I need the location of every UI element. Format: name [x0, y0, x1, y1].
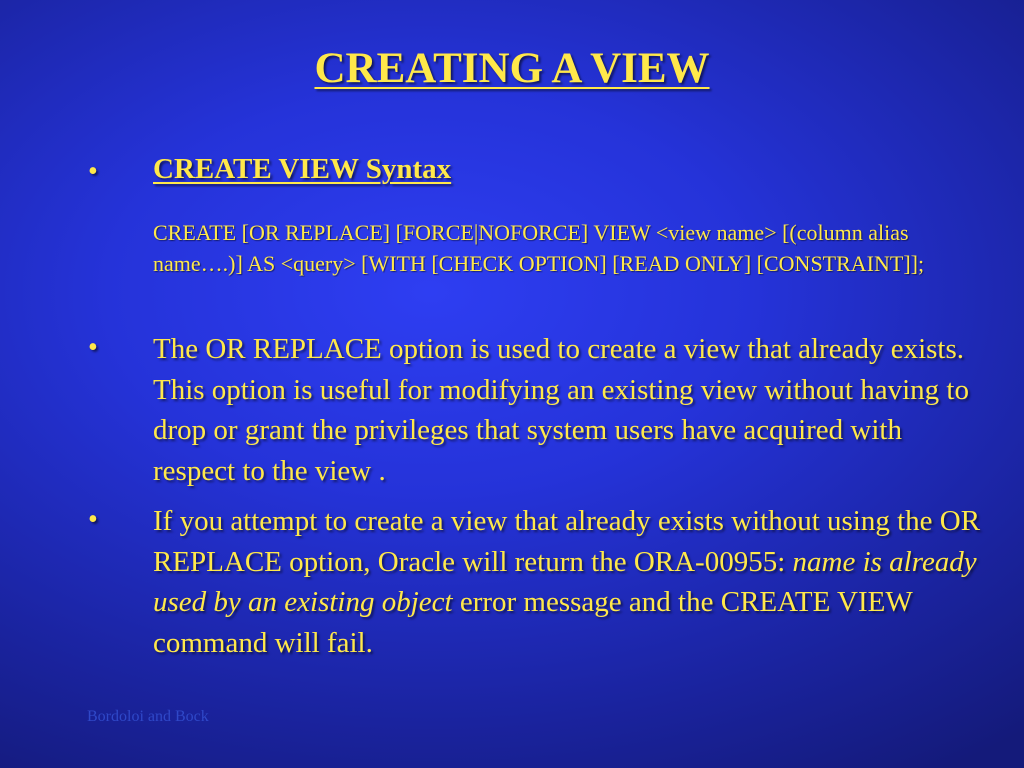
bullet-2: • [88, 332, 98, 363]
bullet-1: • [88, 156, 98, 187]
section-heading: CREATE VIEW Syntax [153, 153, 452, 185]
paragraph-error [153, 501, 983, 663]
bullet-3: • [88, 504, 98, 535]
paragraph-or-replace: The OR REPLACE option is used to create a view that already exists. This option is useful for modifying an existing view without having to drop or grant the privileges that system users have acquired with respect to the view . [153, 333, 969, 487]
paragraph-error-text-1: If you attempt to create a view that already exists without using the OR REPLACE option, Oracle will return the ORA-00955: [153, 505, 981, 578]
footer-credit: Bordoloi and Bock [87, 708, 209, 725]
paragraph-error-italic: name is already used by an existing object [153, 545, 977, 618]
syntax-text: CREATE [OR REPLACE] [FORCE|NOFORCE] VIEW <view name> [(column alias name….)] AS <query> [WITH [CHECK OPTION] [READ ONLY] [CONSTRAINT]]; [153, 220, 925, 276]
paragraph-error-text-2: error message and the CREATE VIEW command will fail. [153, 586, 913, 659]
slide-title: CREATING A VIEW [314, 45, 710, 92]
